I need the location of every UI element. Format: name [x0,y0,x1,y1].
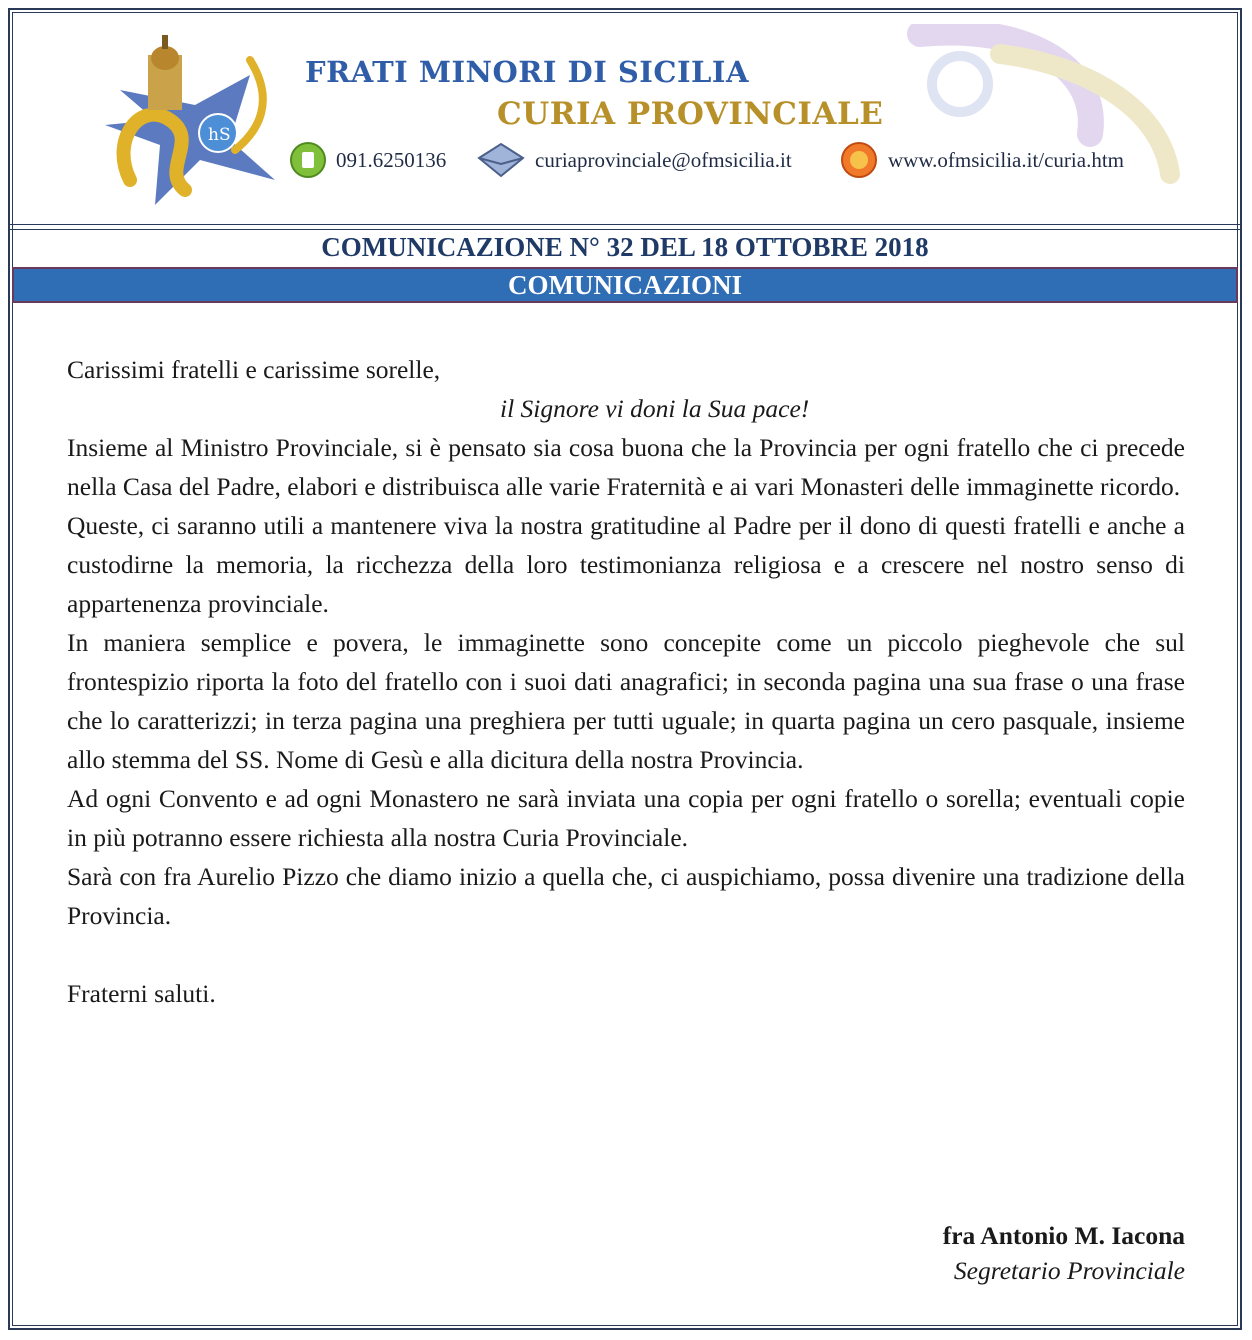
paragraph: Queste, ci saranno utili a mantenere viva la nostra gratitudine al Padre per il dono di questi fratelli e anche a custodirne la memoria, la ricchezza della loro testimonianza religiosa e a crescere nel nostro senso di appartenenza provinciale. [67,511,1185,618]
blessing: il Signore vi doni la Sua pace! [500,394,810,423]
contact-email [475,140,792,180]
phone-icon [288,140,328,180]
paragraph: In maniera semplice e povera, le immaginette sono concepite come un piccolo pieghevole che sul frontespizio riporta la foto del fratello con i suoi dati anagrafici; in seconda pagina una sua frase o una frase che lo caratterizzi; in terza pagina una preghiera per tutti uguale; in quarta pagina un cero pasquale, insieme allo stemma del SS. Nome di Gesù e alla dicitura della nostra Provincia. [67,628,1185,774]
paragraph: Insieme al Ministro Provinciale, si è pensato sia cosa buona che la Provincia per ogni fratello che ci precede nella Casa del Padre, elabori e distribuisca alle varie Fraternità e ai vari Monasteri delle immaginette ricordo. [67,433,1185,501]
web-icon [838,140,880,180]
paragraph: Sarà con fra Aurelio Pizzo che diamo inizio a quella che, ci auspichiamo, possa divenire una tradizione della Provincia. [67,862,1185,930]
header-divider [8,224,1242,225]
signatory-role: Segretario Provinciale [953,1256,1185,1285]
section-band: COMUNICAZIONI [12,267,1238,303]
phone-number: 091.6250136 [336,147,447,172]
contact-web [838,140,1124,180]
paragraph: Ad ogni Convento e ad ogni Monastero ne sarà inviata una copia per ogni fratello o sorella; eventuali copie in più potranno essere richiesta alla nostra Curia Provinciale. [67,784,1185,852]
letterhead-title-curia: CURIA PROVINCIALE [497,96,884,132]
signature-block [943,1218,1185,1288]
logo-monogram: hS [208,125,231,145]
website-url: www.ofmsicilia.it/curia.htm [888,147,1125,172]
closing: Fraterni saluti. [67,979,216,1008]
communication-title: COMUNICAZIONE N° 32 DEL 18 OTTOBRE 2018 [321,232,929,262]
email-icon [475,140,527,180]
salutation: Carissimi fratelli e carissime sorelle, [67,355,441,384]
contact-phone [288,140,446,180]
email-address: curiaprovinciale@ofmsicilia.it [535,147,792,172]
letter-body [67,350,1185,1013]
letterhead-title-order: FRATI MINORI DI SICILIA [305,55,749,89]
signatory-name: fra Antonio M. Iacona [942,1221,1185,1250]
order-logo [100,30,290,210]
header-divider-inner [8,229,1242,230]
